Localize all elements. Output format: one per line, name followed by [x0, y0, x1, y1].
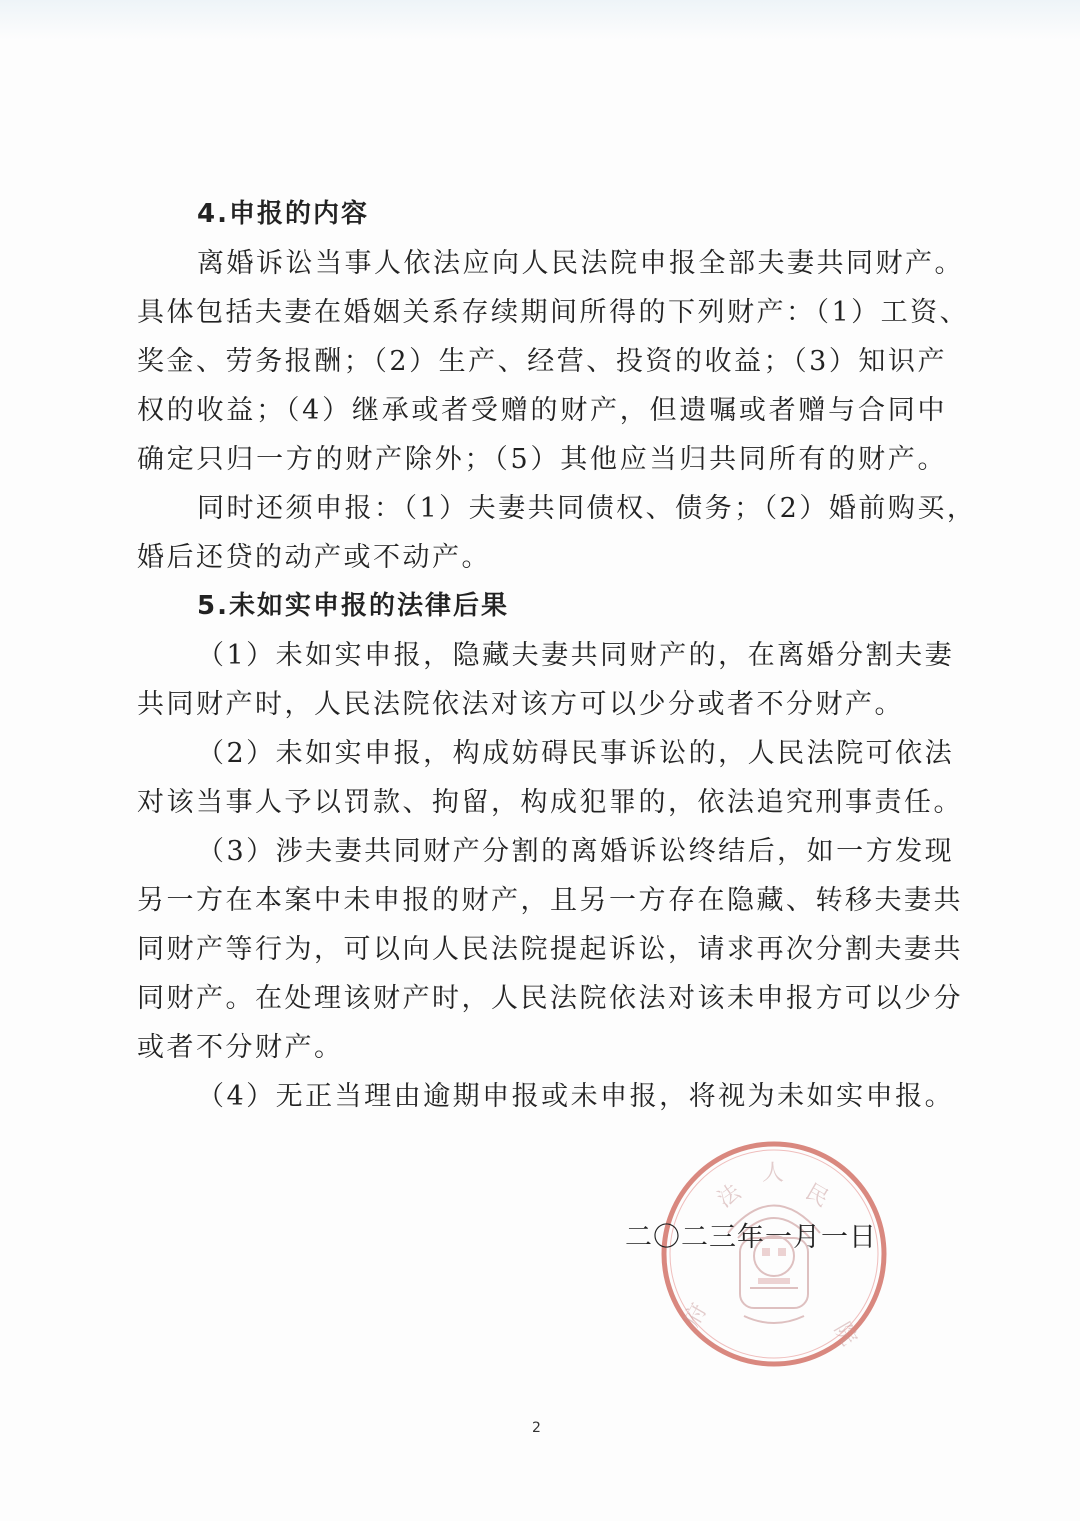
section-5-heading: 5.未如实申报的法律后果: [197, 591, 509, 621]
section-5-item-4: [137, 1072, 955, 1121]
text-line: 对该当事人予以罚款、拘留，构成犯罪的，依法追究刑事责任。: [137, 787, 963, 818]
text-line: （3）涉夫妻共同财产分割的离婚诉讼终结后，如一方发现: [197, 836, 955, 867]
text-line: 同财产等行为，可以向人民法院提起诉讼，请求再次分割夫妻共: [137, 934, 963, 965]
signature-date: 二〇二三年一月一日: [625, 1222, 877, 1253]
svg-text:人: 人: [762, 1161, 785, 1186]
document-body: [137, 190, 977, 1121]
text-line: 同时还须申报：（1）夫妻共同债权、债务；（2）婚前购买，: [197, 493, 977, 524]
section-4-paragraph-2: [137, 484, 977, 582]
text-line: 奖金、劳务报酬；（2）生产、经营、投资的收益；（3）知识产: [137, 346, 947, 377]
text-line: 或者不分财产。: [137, 1032, 344, 1063]
section-4-paragraph-1: [137, 239, 970, 484]
text-line: 确定只归一方的财产除外；（5）其他应当归共同所有的财产。: [137, 444, 947, 475]
text-line: 权的收益；（4）继承或者受赠的财产，但遗嘱或者赠与合同中: [137, 395, 947, 426]
section-4-heading: 4.申报的内容: [197, 199, 369, 229]
svg-text:府: 府: [679, 1299, 713, 1331]
text-line: 婚后还贷的动产或不动产。: [137, 542, 491, 573]
text-line: 同财产。在处理该财产时，人民法院依法对该未申报方可以少分: [137, 983, 963, 1014]
text-line: 离婚诉讼当事人依法应向人民法院申报全部夫妻共同财产。: [197, 248, 964, 279]
text-line: （2）未如实申报，构成妨碍民事诉讼的，人民法院可依法: [197, 738, 955, 769]
page-number: 2: [532, 1420, 541, 1436]
svg-text:民: 民: [801, 1179, 833, 1213]
court-seal-icon: [658, 1138, 890, 1370]
text-line: 另一方在本案中未申报的财产，且另一方存在隐藏、转移夫妻共: [137, 885, 963, 916]
section-5-item-3: [137, 827, 963, 1072]
section-5-item-1: [137, 631, 955, 729]
svg-text:院: 院: [828, 1318, 862, 1351]
text-line: 共同财产时，人民法院依法对该方可以少分或者不分财产。: [137, 689, 904, 720]
text-line: （4）无正当理由逾期申报或未申报，将视为未如实申报。: [197, 1081, 955, 1112]
text-line: 具体包括夫妻在婚姻关系存续期间所得的下列财产：（1）工资、: [137, 297, 970, 328]
section-5-item-2: [137, 729, 963, 827]
scan-edge-tint: [0, 0, 1080, 40]
text-line: （1）未如实申报，隐藏夫妻共同财产的，在离婚分割夫妻: [197, 640, 955, 671]
svg-text:法: 法: [713, 1179, 746, 1213]
